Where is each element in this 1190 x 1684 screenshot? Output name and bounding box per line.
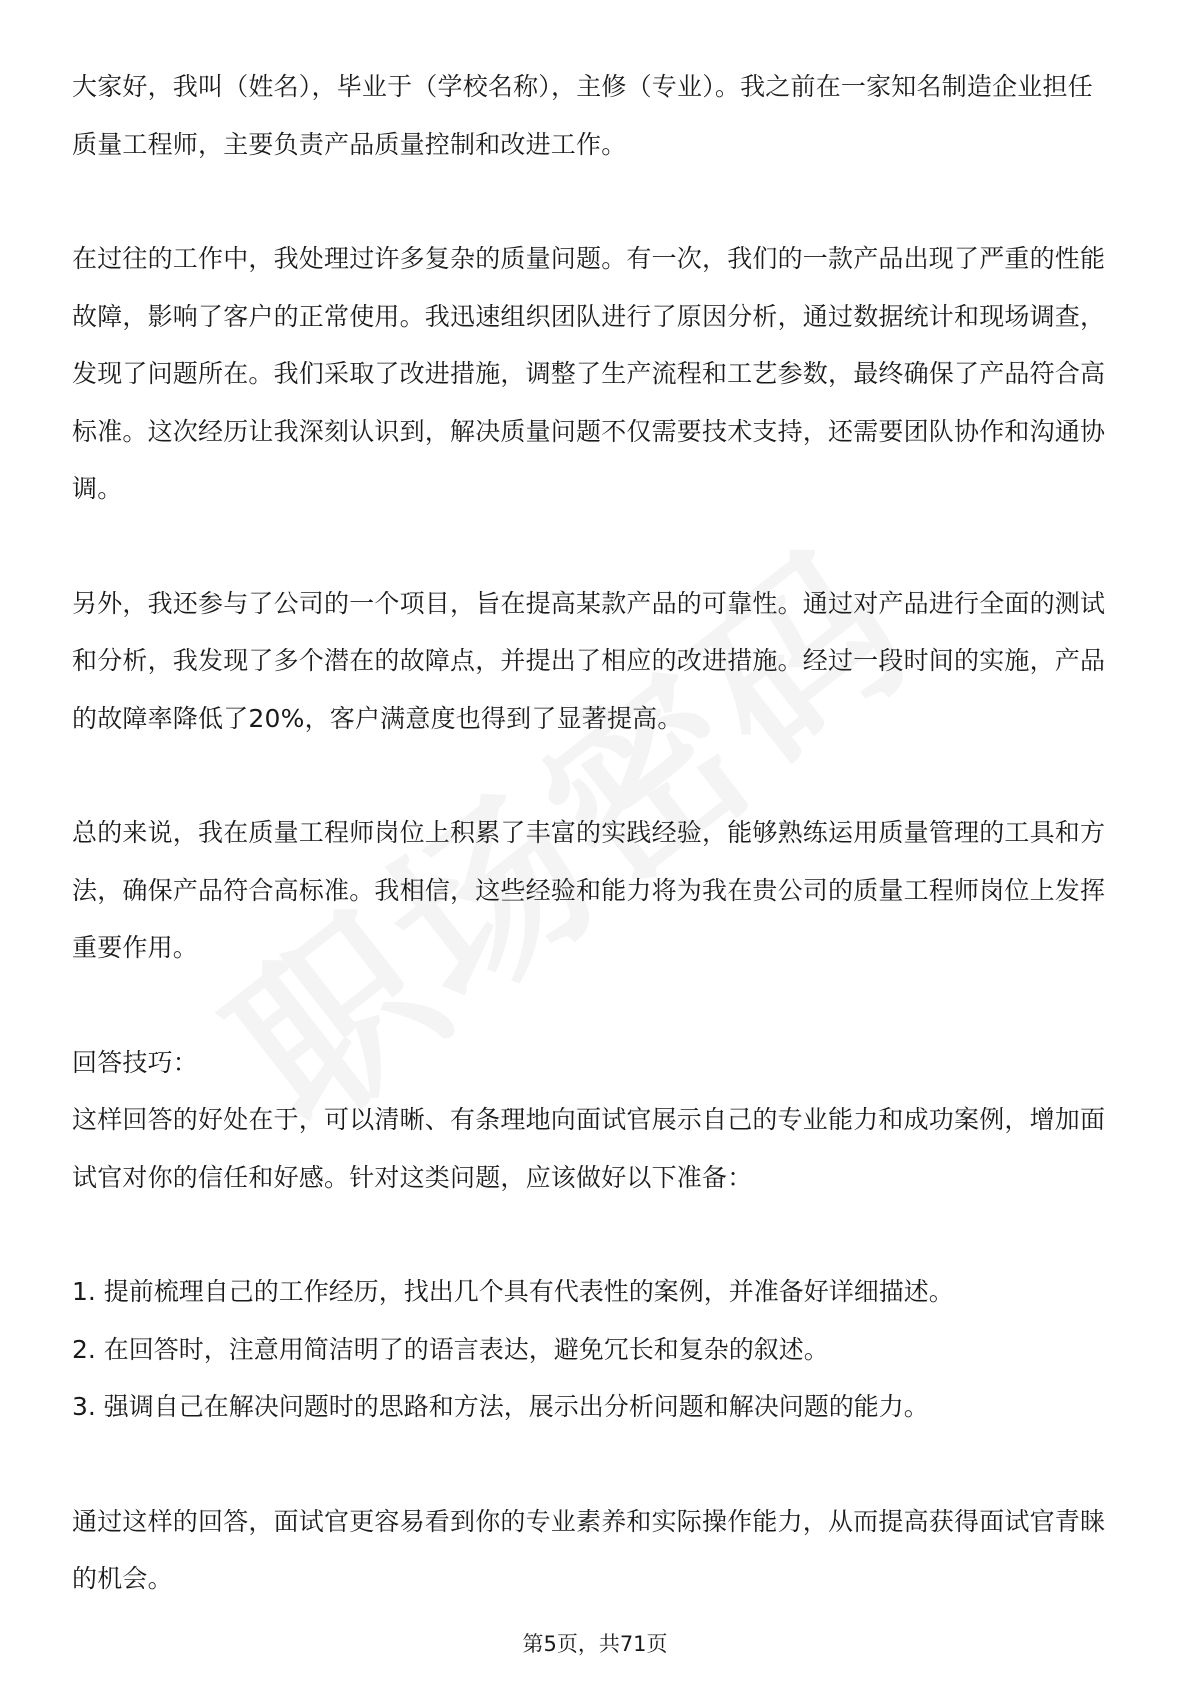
page-number: 第5页，共71页 (522, 1632, 668, 1656)
paragraph-quality-issue: 在过往的工作中，我处理过许多复杂的质量问题。有一次，我们的一款产品出现了严重的性能故障，影响了客户的正常使用。我迅速组织团队进行了原因分析，通过数据统计和现场调查，发现了问题所在。我们采取了改进措施，调整了生产流程和工艺参数，最终确保了产品符合高标准。这次经历让我深刻认识到，解决质量问题不仅需要技术支持，还需要团队协作和沟通协调。 (72, 244, 1106, 503)
paragraph-reliability-project: 另外，我还参与了公司的一个项目，旨在提高某款产品的可靠性。通过对产品进行全面的测试和分析，我发现了多个潜在的故障点，并提出了相应的改进措施。经过一段时间的实施，产品的故障率降低了20%，客户满意度也得到了显著提高。 (72, 588, 1106, 733)
tips-list-item: 1. 提前梳理自己的工作经历，找出几个具有代表性的案例，并准备好详细描述。 (72, 1277, 954, 1306)
tips-list-item: 2. 在回答时，注意用简洁明了的语言表达，避免冗长和复杂的叙述。 (72, 1334, 829, 1364)
tips-conclusion: 通过这样的回答，面试官更容易看到你的专业素养和实际操作能力，从而提高获得面试官青睐的机会。 (72, 1506, 1106, 1593)
tips-intro: 这样回答的好处在于，可以清晰、有条理地向面试官展示自己的专业能力和成功案例，增加面试官对你的信任和好感。针对这类问题，应该做好以下准备： (72, 1105, 1106, 1192)
tips-heading: 回答技巧： (72, 1047, 199, 1077)
tips-list-item: 3. 强调自己在解决问题时的思路和方法，展示出分析问题和解决问题的能力。 (72, 1392, 929, 1421)
page-content (72, 58, 1118, 1608)
paragraph-summary: 总的来说，我在质量工程师岗位上积累了丰富的实践经验，能够熟练运用质量管理的工具和方法，确保产品符合高标准。我相信，这些经验和能力将为我在贵公司的质量工程师岗位上发挥重要作用。 (72, 818, 1106, 962)
paragraph-intro: 大家好，我叫（姓名），毕业于（学校名称），主修（专业）。我之前在一家知名制造企业担任质量工程师，主要负责产品质量控制和改进工作。 (72, 72, 1093, 159)
